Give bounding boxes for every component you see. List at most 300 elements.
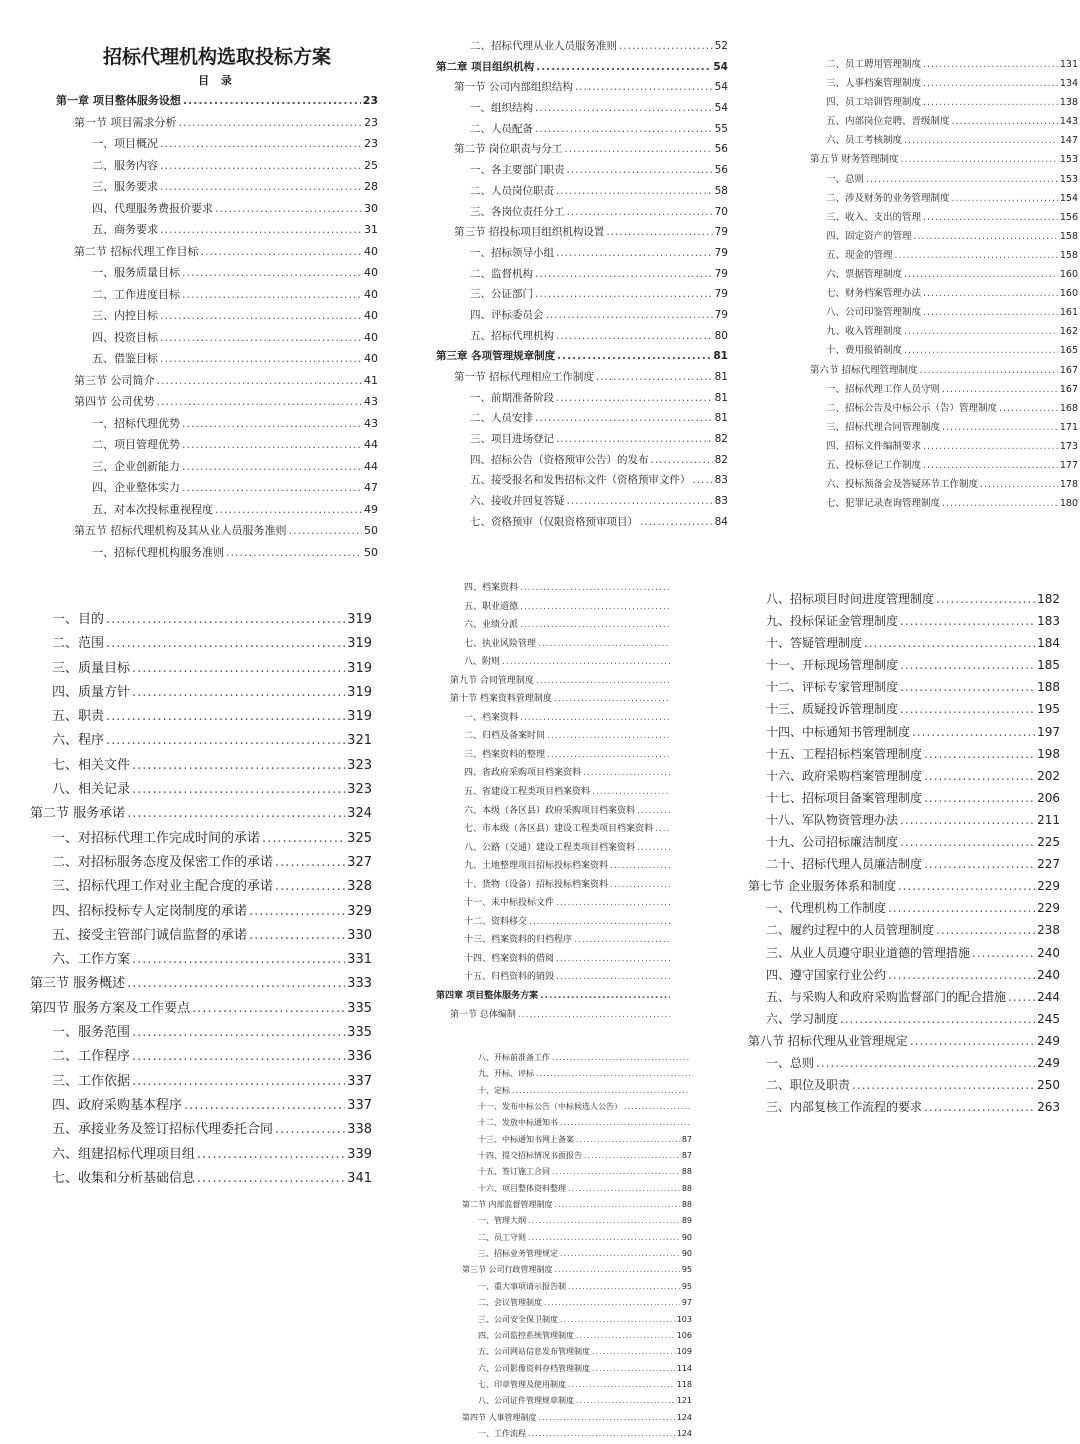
toc-leader-dots xyxy=(866,174,1058,185)
toc-entry-label: 十九、公司招标廉洁制度 xyxy=(766,835,899,850)
toc-entry-label: 十八、军队物资管理办法 xyxy=(766,812,899,827)
toc-entry-label: 第三节 公司简介 xyxy=(74,373,155,387)
toc-leader-dots xyxy=(898,879,1035,893)
toc-leader-dots xyxy=(160,352,362,365)
toc-block-5 xyxy=(436,580,672,1025)
toc-entry xyxy=(748,678,1060,700)
toc-entry-label: 第三节 公司行政管理制度 xyxy=(462,1265,553,1275)
toc-leader-dots xyxy=(215,202,362,215)
toc-entry-page: 195 xyxy=(1037,702,1060,717)
toc-entry-page: 162 xyxy=(1059,326,1078,338)
toc-entry xyxy=(30,1021,372,1045)
toc-leader-dots xyxy=(576,1135,680,1144)
toc-entry-label: 三、招标业务管理规定 xyxy=(478,1249,558,1259)
toc-entry-label: 四、投资目标 xyxy=(92,330,158,344)
toc-leader-dots xyxy=(942,498,1058,509)
toc-leader-dots xyxy=(852,1078,1035,1092)
toc-leader-dots xyxy=(904,326,1058,337)
toc-entry-label: 第四章 项目整体服务方案 xyxy=(436,991,539,1002)
toc-entry xyxy=(436,493,728,514)
toc-entry-page: 40 xyxy=(364,309,378,322)
toc-entry-label: 二、招标代理从业人员服务准则 xyxy=(470,40,617,52)
toc-entry xyxy=(462,1412,692,1428)
toc-entry xyxy=(30,657,372,681)
toc-entry xyxy=(30,1167,372,1191)
toc-entry-page: 56 xyxy=(714,164,728,177)
toc-entry-label: 第六节 招标代理管理制度 xyxy=(810,364,918,376)
toc-entry xyxy=(436,79,728,100)
toc-entry xyxy=(810,438,1078,457)
toc-entry-page: 23 xyxy=(362,94,378,107)
toc-entry-page: 54 xyxy=(714,102,728,115)
toc-entry xyxy=(748,1010,1060,1032)
toc-entry-label: 第九节 合同管理制度 xyxy=(450,675,534,686)
toc-entry-page: 160 xyxy=(1059,288,1078,300)
toc-entry-label: 六、接收并回复答疑 xyxy=(470,495,565,508)
toc-entry-page: 143 xyxy=(1059,116,1078,128)
toc-leader-dots xyxy=(536,61,711,73)
toc-entry-page: 319 xyxy=(347,684,372,700)
toc-entry-page: 138 xyxy=(1059,97,1078,109)
toc-leader-dots xyxy=(924,1100,1035,1114)
toc-entry xyxy=(56,393,378,415)
toc-entry-label: 十五、工程招标档案管理制度 xyxy=(766,746,923,761)
toc-entry-label: 八、相关记录 xyxy=(52,782,131,798)
toc-entry xyxy=(30,1045,372,1069)
toc-leader-dots xyxy=(888,901,1035,915)
toc-entry-label: 十一、发布中标公告（中标候选人公告） xyxy=(478,1102,622,1112)
toc-entry-label: 第一节 招标代理相应工作制度 xyxy=(454,371,594,383)
toc-entry-page: 328 xyxy=(347,879,372,895)
toc-leader-dots xyxy=(556,185,713,197)
toc-leader-dots xyxy=(567,495,713,507)
toc-entry xyxy=(462,1395,692,1411)
toc-entry-page: 87 xyxy=(681,1151,692,1161)
toc-leader-dots xyxy=(972,946,1035,960)
toc-entry xyxy=(462,1052,692,1068)
toc-entry xyxy=(462,1297,692,1313)
toc-entry-page: 88 xyxy=(681,1183,692,1193)
toc-entry xyxy=(462,1215,692,1231)
toc-entry-label: 六、业绩分派 xyxy=(464,620,519,631)
toc-entry-page: 158 xyxy=(1059,249,1078,261)
toc-entry xyxy=(462,1101,692,1117)
toc-entry-label: 三、内控目标 xyxy=(92,309,158,322)
toc-entry-label: 五、接受主管部门诚信监督的承诺 xyxy=(52,927,248,943)
toc-entry-page: 49 xyxy=(364,502,378,516)
toc-entry-page: 40 xyxy=(364,352,378,365)
toc-entry-page: 153 xyxy=(1059,154,1078,166)
toc-entry-label: 四、企业整体实力 xyxy=(92,481,180,494)
toc-entry-label: 五、职责 xyxy=(52,709,105,725)
toc-entry-label: 十一、未中标投标文件 xyxy=(464,898,555,909)
toc-leader-dots xyxy=(535,123,713,135)
toc-entry-label: 二、人员安排 xyxy=(470,412,533,425)
toc-entry-label: 三、招标代理合同管理制度 xyxy=(826,421,941,433)
toc-leader-dots xyxy=(556,330,713,342)
toc-leader-dots xyxy=(924,747,1035,761)
toc-entry xyxy=(810,342,1078,361)
toc-leader-dots xyxy=(923,288,1058,299)
toc-entry-label: 三、内部复核工作流程的要求 xyxy=(766,1100,923,1115)
toc-leader-dots xyxy=(544,1298,680,1307)
toc-leader-dots xyxy=(556,247,713,259)
toc-entry xyxy=(30,754,372,778)
toc-leader-dots xyxy=(275,1122,345,1137)
toc-leader-dots xyxy=(596,371,713,383)
toc-entry-page: 182 xyxy=(1037,592,1060,606)
toc-entry xyxy=(462,1346,692,1362)
toc-leader-dots xyxy=(568,1184,680,1193)
toc-entry-page: 335 xyxy=(347,1000,372,1016)
toc-entry xyxy=(436,895,672,914)
toc-entry-label: 八、公路（交通）建设工程类项目档案资料 xyxy=(464,842,636,853)
toc-entry-page: 167 xyxy=(1059,364,1078,376)
toc-entry xyxy=(56,264,378,286)
toc-entry-label: 二、服务内容 xyxy=(92,158,158,172)
toc-leader-dots xyxy=(914,231,1058,242)
toc-entry-page: 249 xyxy=(1037,1033,1060,1048)
toc-entry xyxy=(810,171,1078,190)
toc-leader-dots xyxy=(546,309,713,321)
toc-block-1 xyxy=(56,42,378,565)
toc-entry-page: 337 xyxy=(347,1097,372,1113)
toc-entry-label: 第八节 招标代理从业管理规定 xyxy=(748,1033,908,1048)
toc-entry xyxy=(56,243,378,265)
toc-entry-page: 323 xyxy=(347,782,372,798)
toc-entry-label: 三、各岗位责任分工 xyxy=(470,205,565,218)
toc-entry-label: 八、附则 xyxy=(464,657,501,668)
toc-entry xyxy=(436,673,672,692)
toc-entry xyxy=(462,1166,692,1182)
toc-entry xyxy=(436,472,728,493)
toc-entry xyxy=(436,1007,672,1026)
toc-entry-label: 三、企业创新能力 xyxy=(92,459,180,473)
toc-leader-dots xyxy=(127,806,345,821)
toc-entry xyxy=(748,811,1060,833)
toc-entry-label: 四、档案资料 xyxy=(464,583,519,593)
toc-entry-label: 第一章 项目整体服务设想 xyxy=(56,94,181,107)
toc-leader-dots xyxy=(920,365,1058,376)
toc-leader-dots xyxy=(552,1167,680,1176)
toc-entry xyxy=(748,612,1060,634)
toc-entry xyxy=(30,608,372,632)
toc-leader-dots xyxy=(888,968,1035,982)
toc-leader-dots xyxy=(583,768,670,778)
toc-entry xyxy=(810,151,1078,170)
toc-leader-dots xyxy=(184,1098,345,1113)
toc-entry xyxy=(436,204,728,225)
toc-entry xyxy=(436,266,728,287)
toc-leader-dots xyxy=(637,806,670,816)
toc-entry-label: 五、借鉴目标 xyxy=(92,352,158,365)
toc-entry-page: 79 xyxy=(714,267,728,280)
toc-entry-page: 240 xyxy=(1037,945,1060,960)
toc-entry xyxy=(30,705,372,729)
toc-entry xyxy=(436,390,728,411)
toc-entry-label: 三、人事档案管理制度 xyxy=(826,78,922,90)
toc-entry-label: 四、质量方针 xyxy=(52,684,131,700)
toc-entry xyxy=(436,765,672,784)
toc-leader-dots xyxy=(952,116,1058,127)
toc-entry-label: 六、票据管理制度 xyxy=(826,269,903,281)
toc-entry-label: 一、项目概况 xyxy=(92,137,158,150)
toc-entry xyxy=(30,1070,372,1094)
toc-entry-label: 二、对招标服务态度及保密工作的承诺 xyxy=(52,854,274,870)
toc-leader-dots xyxy=(640,516,713,528)
toc-entry-label: 三、公证部门 xyxy=(470,288,533,301)
toc-entry-page: 319 xyxy=(347,660,372,676)
toc-leader-dots xyxy=(606,226,712,238)
toc-leader-dots xyxy=(535,268,713,280)
toc-entry xyxy=(56,501,378,523)
toc-leader-dots xyxy=(576,1331,675,1340)
toc-entry-page: 319 xyxy=(347,709,372,725)
toc-entry xyxy=(748,921,1060,943)
toc-entry xyxy=(436,821,672,840)
toc-entry xyxy=(436,951,672,970)
toc-leader-dots xyxy=(999,403,1058,414)
toc-leader-dots xyxy=(610,861,670,871)
toc-entry-page: 40 xyxy=(364,266,378,279)
toc-leader-dots xyxy=(651,454,713,466)
toc-entry-page: 245 xyxy=(1037,1011,1060,1026)
toc-entry xyxy=(810,476,1078,495)
toc-entry xyxy=(436,580,672,599)
toc-block-6 xyxy=(748,590,1060,1120)
toc-entry xyxy=(462,1183,692,1199)
toc-leader-dots xyxy=(182,417,362,430)
toc-entry xyxy=(436,599,672,618)
toc-leader-dots xyxy=(619,40,713,52)
toc-entry xyxy=(810,381,1078,400)
toc-entry-page: 121 xyxy=(676,1396,692,1406)
toc-entry-label: 三、项目进场登记 xyxy=(470,433,554,446)
toc-leader-dots xyxy=(923,212,1058,223)
toc-leader-dots xyxy=(535,412,713,424)
toc-entry-label: 四、评标委员会 xyxy=(470,308,544,321)
toc-leader-dots xyxy=(275,855,345,870)
toc-entry-label: 十六、项目整体资料整理 xyxy=(478,1183,566,1193)
toc-entry xyxy=(30,1094,372,1118)
toc-entry xyxy=(56,415,378,437)
toc-entry-page: 40 xyxy=(364,244,378,258)
toc-entry xyxy=(462,1314,692,1330)
toc-entry-page: 28 xyxy=(364,180,378,193)
toc-entry-label: 九、投标保证金管理制度 xyxy=(766,614,899,629)
toc-entry xyxy=(436,307,728,328)
toc-entry xyxy=(810,94,1078,113)
toc-leader-dots xyxy=(201,245,363,258)
toc-entry-label: 七、印章管理及使用制度 xyxy=(478,1379,566,1389)
toc-entry xyxy=(810,209,1078,228)
toc-entry-page: 40 xyxy=(364,287,378,301)
toc-leader-dots xyxy=(901,154,1058,165)
toc-entry-page: 240 xyxy=(1037,967,1060,982)
toc-entry xyxy=(810,362,1078,381)
toc-entry xyxy=(436,914,672,933)
toc-leader-dots xyxy=(132,685,345,700)
toc-leader-dots xyxy=(923,307,1058,318)
toc-entry-page: 23 xyxy=(364,115,378,129)
toc-entry-page: 154 xyxy=(1059,192,1078,204)
toc-leader-dots xyxy=(160,159,362,172)
toc-entry-page: 25 xyxy=(364,158,378,172)
toc-entry xyxy=(56,221,378,243)
toc-entry-label: 二、工作程序 xyxy=(52,1049,131,1065)
toc-entry xyxy=(748,1076,1060,1098)
toc-entry-page: 323 xyxy=(347,757,372,773)
toc-entry-page: 56 xyxy=(714,143,728,156)
toc-leader-dots xyxy=(132,952,345,967)
toc-entry-page: 168 xyxy=(1059,402,1078,414)
toc-lines xyxy=(748,590,1060,1120)
toc-leader-dots xyxy=(840,1012,1035,1026)
toc-entry-label: 第二章 项目组织机构 xyxy=(436,60,535,73)
toc-entry-label: 十四、档案资料的借阅 xyxy=(464,953,555,964)
toc-entry-page: 225 xyxy=(1037,835,1060,850)
toc-entry xyxy=(748,855,1060,877)
toc-entry-label: 二、员工守则 xyxy=(478,1232,526,1242)
toc-leader-dots xyxy=(275,879,345,894)
toc-entry-page: 70 xyxy=(714,205,728,218)
toc-leader-dots xyxy=(106,733,345,748)
toc-entry-page: 329 xyxy=(347,903,372,919)
toc-leader-dots xyxy=(106,709,345,724)
toc-entry-page: 50 xyxy=(364,524,378,537)
toc-entry-page: 131 xyxy=(1059,59,1078,70)
toc-leader-dots xyxy=(215,503,362,516)
toc-block-2 xyxy=(436,38,728,535)
toc-entry xyxy=(56,458,378,480)
toc-leader-dots xyxy=(574,935,670,945)
toc-entry xyxy=(436,183,728,204)
toc-entry xyxy=(30,972,372,996)
toc-leader-dots xyxy=(528,1429,675,1438)
toc-entry xyxy=(436,224,728,245)
toc-leader-dots xyxy=(106,636,345,651)
toc-leader-dots xyxy=(197,1171,345,1186)
toc-entry-label: 五、对本次投标重视程度 xyxy=(92,502,213,516)
toc-entry xyxy=(56,135,378,157)
toc-leader-dots xyxy=(904,269,1058,280)
toc-entry-label: 十四、中标通知书管理制度 xyxy=(766,724,911,739)
toc-entry-label: 五、内部岗位竞聘、晋级制度 xyxy=(826,116,950,128)
toc-entry-label: 四、政府采购基本程序 xyxy=(52,1097,183,1113)
toc-leader-dots xyxy=(864,636,1035,650)
toc-entry-page: 81 xyxy=(714,371,728,383)
toc-leader-dots xyxy=(192,1001,345,1016)
toc-entry-label: 一、总则 xyxy=(766,1055,815,1070)
toc-entry-page: 229 xyxy=(1037,879,1060,894)
toc-entry-page: 43 xyxy=(364,416,378,430)
toc-entry xyxy=(748,590,1060,612)
toc-entry-page: 83 xyxy=(714,474,728,487)
toc-entry-label: 四、员工培训管理制度 xyxy=(826,97,922,109)
toc-entry-label: 十、定标 xyxy=(478,1085,510,1095)
toc-leader-dots xyxy=(904,135,1058,146)
toc-entry xyxy=(810,228,1078,247)
toc-entry-label: 十一、开标现场管理制度 xyxy=(766,658,899,673)
toc-entry xyxy=(748,723,1060,745)
toc-entry-page: 124 xyxy=(676,1428,692,1438)
toc-entry-page: 103 xyxy=(676,1314,692,1324)
toc-entry xyxy=(30,851,372,875)
toc-entry-page: 79 xyxy=(714,308,728,321)
toc-entry xyxy=(56,307,378,329)
toc-entry-label: 二十、招标代理人员廉洁制度 xyxy=(766,857,923,872)
toc-leader-dots xyxy=(904,345,1058,356)
toc-entry-page: 54 xyxy=(713,60,728,73)
toc-entry-label: 三、公司安全保卫制度 xyxy=(478,1314,558,1324)
toc-leader-dots xyxy=(923,460,1058,471)
toc-entry-label: 四、遵守国家行业公约 xyxy=(766,967,887,982)
toc-block-4 xyxy=(30,608,372,1191)
toc-lines xyxy=(810,56,1078,514)
toc-heading: 目 录 xyxy=(198,74,236,87)
toc-lines xyxy=(436,580,672,1025)
toc-leader-dots xyxy=(1008,990,1035,1004)
toc-entry xyxy=(748,877,1060,899)
toc-entry-label: 十五、签订施工合同 xyxy=(478,1167,550,1177)
toc-entry xyxy=(462,1330,692,1346)
toc-entry xyxy=(30,875,372,899)
toc-leader-dots xyxy=(556,433,713,445)
toc-leader-dots xyxy=(529,917,670,927)
toc-leader-dots xyxy=(592,787,670,797)
toc-entry-label: 五、投标登记工作制度 xyxy=(826,459,922,471)
toc-entry xyxy=(748,1032,1060,1054)
toc-entry xyxy=(436,452,728,473)
toc-entry xyxy=(748,1054,1060,1076)
toc-leader-dots xyxy=(226,546,362,559)
toc-entry xyxy=(56,178,378,200)
toc-entry-label: 第二节 服务承诺 xyxy=(30,806,126,822)
toc-entry xyxy=(436,877,672,896)
toc-entry-label: 五、招标代理机构 xyxy=(470,329,554,342)
toc-entry-page: 206 xyxy=(1037,790,1060,805)
toc-entry-label: 五、接受报名和发售招标文件（资格预审文件） xyxy=(470,474,691,487)
toc-entry xyxy=(436,141,728,162)
toc-block-3 xyxy=(810,56,1078,514)
toc-entry-label: 八、开标前准备工作 xyxy=(478,1053,550,1062)
toc-leader-dots xyxy=(923,97,1058,108)
toc-entry-label: 二、人员配备 xyxy=(470,122,533,135)
toc-entry-label: 第二节 招标代理工作目标 xyxy=(74,244,199,258)
toc-entry-page: 336 xyxy=(347,1049,372,1065)
toc-entry xyxy=(436,100,728,121)
toc-entry-label: 二、涉及财务的业务管理制度 xyxy=(826,192,950,204)
toc-entry-label: 八、公司证件管理规章制度 xyxy=(478,1396,574,1406)
toc-entry-page: 83 xyxy=(714,495,728,508)
toc-entry xyxy=(436,654,672,673)
toc-entry-label: 六、公司影像资料存档管理制度 xyxy=(478,1363,590,1373)
document-title: 招标代理机构选取投标方案 xyxy=(102,46,331,68)
toc-entry xyxy=(462,1085,692,1101)
toc-leader-dots xyxy=(539,1413,675,1422)
toc-entry-page: 227 xyxy=(1037,857,1060,872)
toc-entry xyxy=(436,840,672,859)
toc-entry-label: 三、招标代理工作对业主配合度的承诺 xyxy=(52,879,274,895)
toc-entry-page: 197 xyxy=(1037,724,1060,739)
toc-entry-page: 58 xyxy=(714,184,728,197)
toc-entry-label: 第十节 档案资料管理制度 xyxy=(450,694,552,705)
toc-entry xyxy=(462,1150,692,1166)
toc-entry-page: 177 xyxy=(1059,459,1078,471)
toc-entry xyxy=(436,162,728,183)
toc-leader-dots xyxy=(528,1233,680,1242)
toc-entry xyxy=(436,286,728,307)
